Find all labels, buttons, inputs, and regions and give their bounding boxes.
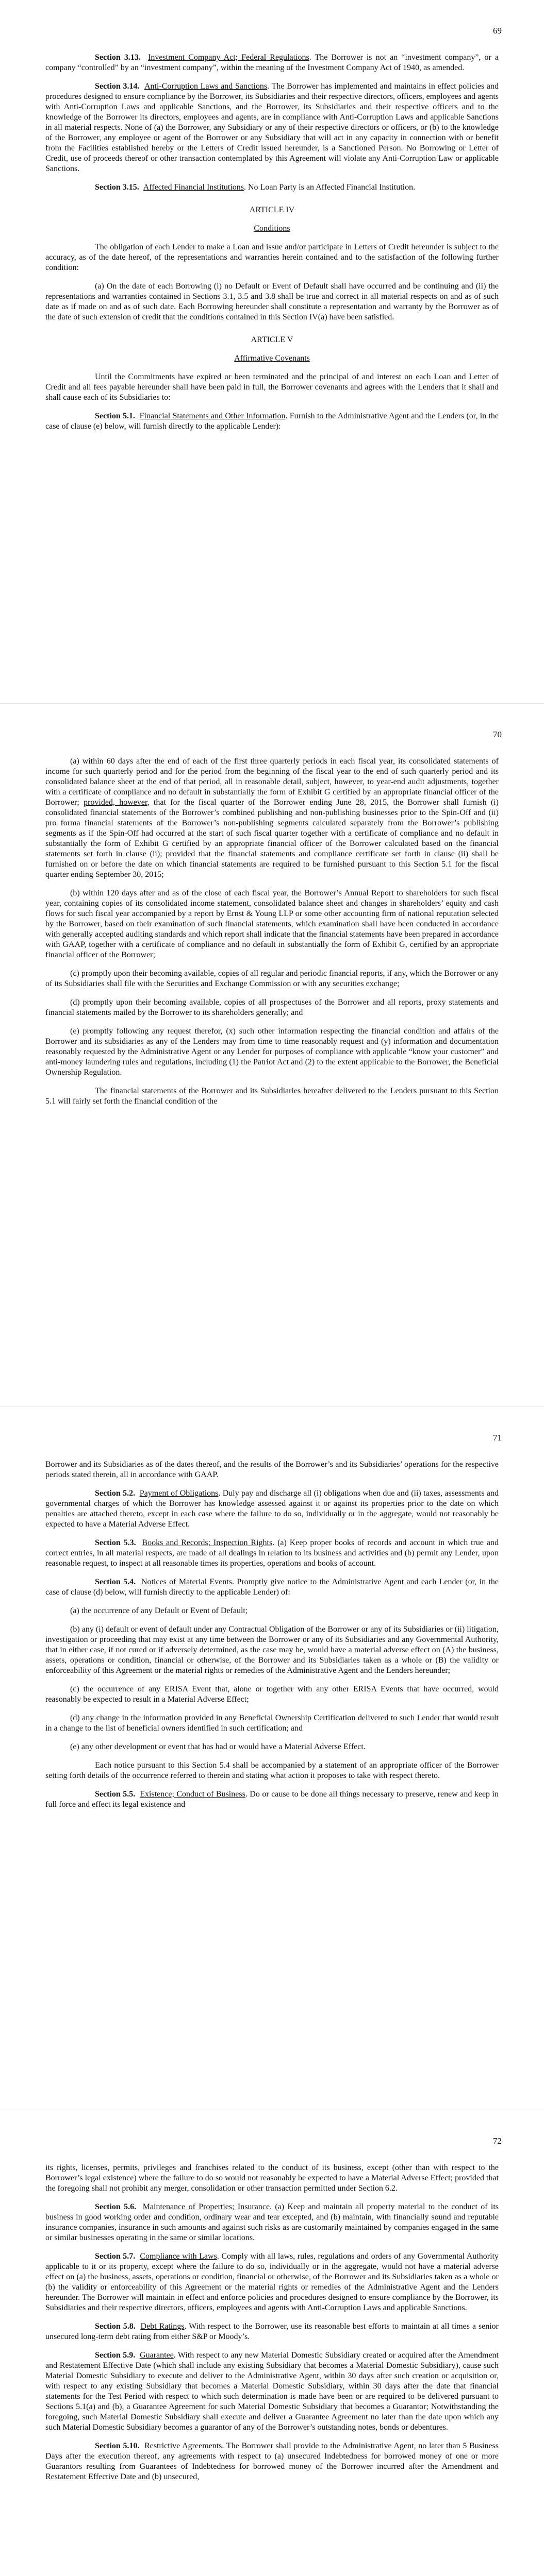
section-5-5 xyxy=(45,1789,499,1810)
condition-a: (a) On the date of each Borrowing (i) no Default or Event of Default shall have occurred and be continuing and (ii) the representations and warranties contained in Sections 3.1, 3.5 and 3.8 shall be true and correct in all material respects on and as of such date as if made on and as of such date. Each Borrowing hereunder shall constitute a representation and warranty by the Borrower as of the date of such extension of credit that the conditions contained in this Section IV(a) have been satisfied. xyxy=(45,282,499,321)
page-number: 70 xyxy=(493,730,502,739)
section-title: Payment of Obligations xyxy=(139,1489,219,1498)
section-title: Maintenance of Properties; Insurance xyxy=(142,2202,270,2211)
section-heading: Section 3.13. xyxy=(95,53,141,62)
closing-paragraph: The financial statements of the Borrower and its Subsidiaries hereafter delivered to the Lenders pursuant to this Section 5.1 will fairly set forth the financial condition of the xyxy=(45,1087,499,1106)
section-body: . The Borrower is not an “investment company”, or a company “controlled” by an “investment company”, within the meaning of the Investment Company Act of 1940, as amended. xyxy=(45,53,499,72)
conditions-intro: The obligation of each Lender to make a Loan and issue and/or participate in Letters of Credit hereunder is subject to the accuracy, as of the date hereof, of the representations and warranties herein contained and to the satisfaction of the following further condition: xyxy=(45,243,499,272)
clause-a: (a) within 60 days after the end of each of the first three quarterly periods in each fiscal year, its consolidated statements of income for such quarterly period and for the period from the beginning of the fiscal year to the end of such quarterly period and its consolidated balance sheet at the end of that period, all in reasonable detail, subject, however, to year-end audit adjustments, together with a certificate of compliance and no default in substantially the form of Exhibit G certified by an appropriate financial officer of the Borrower; provided, however, that for the fiscal quarter of the Borrower ending June 28, 2015, the Borrower shall furnish (i) consolidated financial statements of the Borrower’s combined publishing and non-publishing businesses prior to the Spin-Off and (ii) pro forma financial statements of the Borrower’s non-publishing segments calculated separately from the Borrower’s publishing segments as if the Spin-Off had occurred at the start of such fiscal quarter together with a certificate of compliance and no default in substantially the form of Exhibit G certified by an appropriate financial officer of the Borrower calculated based on the financial statements set forth in clause (ii); provided that the financial statements and compliance certificate set forth in clause (ii) shall be furnished on or before the date on which financial statements are required to be furnished pursuant to this Section 5.1 for the fiscal quarter ending September 30, 2015; xyxy=(45,757,499,879)
section-body: . Do or cause to be done all things necessary to preserve, renew and keep in full force and effect its legal existence and xyxy=(45,1790,499,1809)
section-title: Restrictive Agreements xyxy=(144,2442,222,2450)
covenants-intro: Until the Commitments have expired or been terminated and the principal of and interest on each Loan and Letter of Credit and all fees payable hereunder shall have been paid in full, the Borrower covenants and agrees with the Lenders that it shall and shall cause each of its Subsidiaries to: xyxy=(45,372,499,402)
page-number: 71 xyxy=(493,1433,502,1443)
section-body: . With respect to any new Material Domestic Subsidiary created or acquired after the Amendment and Restatement Effective Date (which shall include any existing Subsidiary that becomes a Material Domestic Subsidiary), cause such Material Domestic Subsidiary to execute and deliver to the Administrative Agent, within 30 days after such creation or acquisition or, with respect to any existing Subsidiary that becomes a Material Domestic Subsidiary, within 30 days after the date that financial statements for the Test Period with respect to which such determination is made have been or are required to be delivered pursuant to Sections 5.1(a) and (b), a Guarantee Agreement for such Material Domestic Subsidiary that becomes a Guarantor; Notwithstanding the foregoing, such Material Domestic Subsidiary shall execute and deliver a Guarantee Agreement no later than the date upon which any such Material Domestic Subsidiary becomes a guarantor of any of the Borrower’s outstanding notes, bonds or debentures. xyxy=(45,2351,499,2432)
section-title: Debt Ratings xyxy=(140,2322,185,2331)
section-heading: Section 5.4. xyxy=(95,1578,136,1586)
page-content xyxy=(45,1460,499,1818)
section-body: . The Borrower shall provide to the Administrative Agent, no later than 5 Business Days after the execution thereof, any agreements with respect to (a) unsecured Indebtedness for borrowed money of one or more Guarantors resulting from Guarantees of Indebtedness for borrowed money of the Borrower incurred after the Amendment and Restatement Effective Date and (b) unsecured, xyxy=(45,2442,499,2481)
article-title: Conditions xyxy=(254,224,290,233)
clause-a: (a) the occurrence of any Default or Event of Default; xyxy=(70,1606,248,1615)
article-title: Affirmative Covenants xyxy=(234,354,310,363)
section-body: . Comply with all laws, rules, regulations and orders of any Governmental Authority applicable to it or its property, except where the failure to do so, individually or in the aggregate, would not have a material adverse effect on (a) the business, assets, operations or condition, financial or otherwise, of the Borrower and its Subsidiaries taken as a whole or (b) the validity or enforceability of this Agreement or the material rights or remedies of the Administrative Agent and the Lenders hereunder. The Borrower will maintain in effect and enforce policies and procedures designed to ensure compliance by the Borrower, its Subsidiaries and their respective directors, officers, employees and agents with Anti-Corruption Laws and applicable Sanctions. xyxy=(45,2252,499,2312)
clause-c: (c) promptly upon their becoming available, copies of all regular and periodic financial reports, if any, which the Borrower or any of its Subsidiaries shall file with the Securities and Exchange Commission or with any securities exchange; xyxy=(45,969,499,988)
continued-paragraph: its rights, licenses, permits, privileges and franchises related to the conduct of its business, except (other than with respect to the Borrower’s legal existence) where the failure to do so would not reasonably be expected to have a Material Adverse Effect; provided that the foregoing shall not prohibit any merger, consolidation or other transaction permitted under Section 6.2. xyxy=(45,2163,499,2193)
section-title: Investment Company Act; Federal Regulations xyxy=(148,53,309,62)
section-heading: Section 5.10. xyxy=(95,2442,140,2450)
page-number: 69 xyxy=(493,26,502,36)
section-5-10 xyxy=(45,2441,499,2482)
page-content xyxy=(45,756,499,1115)
page-70 xyxy=(0,703,544,1407)
section-5-8 xyxy=(45,2321,499,2342)
article-heading: ARTICLE V xyxy=(251,335,293,344)
section-3-15 xyxy=(45,182,499,193)
page-72 xyxy=(0,2110,544,2576)
section-heading: Section 3.15. xyxy=(95,183,139,192)
section-heading: Section 5.1. xyxy=(95,412,136,420)
clause-b: (b) any (i) default or event of default under any Contractual Obligation of the Borrower or any of its Subsidiaries or (ii) litigation, investigation or proceeding that may exist at any time between the Borrower or any of its Subsidiaries and any Governmental Authority, that in either case, if not cured or if adversely determined, as the case may be, would have a material adverse effect on (A) the business, assets, operations or condition, financial or otherwise, of the Borrower and its Subsidiaries taken as a whole or (B) the validity or enforceability of this Agreement or the material rights or remedies of the Administrative Agent and the Lenders hereunder; xyxy=(45,1625,499,1675)
page-71 xyxy=(0,1406,544,2110)
clause-e: (e) promptly following any request therefor, (x) such other information respecting the financial condition and affairs of the Borrower and its subsidiaries as any of the Lenders may from time to time reasonably request and (y) information and documentation reasonably requested by the Administrative Agent or any Lender for purposes of compliance with applicable “know your customer” and anti-money laundering rules and regulations, including (1) the Patriot Act and (2) to the extent applicable to the Borrower, the Beneficial Ownership Regulation. xyxy=(45,1027,499,1077)
section-5-6 xyxy=(45,2202,499,2243)
section-5-3 xyxy=(45,1538,499,1569)
page-69 xyxy=(0,0,544,703)
section-3-14 xyxy=(45,81,499,174)
section-title: Notices of Material Events xyxy=(141,1578,232,1586)
article-heading: ARTICLE IV xyxy=(249,206,295,214)
section-body: . (a) Keep and maintain all property material to the conduct of its business in good working order and condition, ordinary wear and tear excepted, and (b) maintain, with financially sound and reputable insurance companies, insurance in such amounts and against such risks as are customarily maintained by companies engaged in the same or similar businesses operating in the same or similar locations. xyxy=(45,2202,499,2242)
section-5-9 xyxy=(45,2350,499,2433)
section-heading: Section 5.9. xyxy=(95,2351,136,2360)
notice-paragraph: Each notice pursuant to this Section 5.4 shall be accompanied by a statement of an appropriate officer of the Borrower setting forth details of the occurrence referred to therein and stating what action it proposes to take with respect thereto. xyxy=(45,1761,499,1780)
section-heading: Section 5.8. xyxy=(95,2322,136,2331)
section-title: Existence; Conduct of Business xyxy=(140,1790,245,1799)
clause-d: (d) any change in the information provided in any Beneficial Ownership Certification delivered to such Lender that would result in a change to the list of beneficial owners identified in such certification; and xyxy=(45,1714,499,1733)
page-content xyxy=(45,53,499,440)
section-heading: Section 3.14. xyxy=(95,82,140,91)
section-heading: Section 5.7. xyxy=(95,2252,136,2261)
continued-paragraph: Borrower and its Subsidiaries as of the dates thereof, and the results of the Borrower’s and its Subsidiaries’ operations for the respective periods stated therein, all in accordance with GAAP. xyxy=(45,1460,499,1479)
section-title: Guarantee xyxy=(140,2351,174,2360)
section-body: . No Loan Party is an Affected Financial Institution. xyxy=(244,183,416,192)
page-number: 72 xyxy=(493,2136,502,2146)
section-heading: Section 5.5. xyxy=(95,1790,136,1799)
clause-b: (b) within 120 days after and as of the close of each fiscal year, the Borrower’s Annual Report to shareholders for such fiscal year, containing copies of its consolidated income statement, consolidated balance sheet and changes in shareholders’ equity and cash flows for such fiscal year accompanied by a report by Ernst & Young LLP or some other accounting firm of national reputation selected by the Borrower, based on their examination of such financial statements, which examination shall have been conducted in accordance with generally accepted auditing standards and which report shall indicate that the financial statements have been prepared in accordance with GAAP, together with a certificate of compliance and no default in substantially the form of Exhibit G, certified by an appropriate financial officer of the Borrower; xyxy=(45,889,499,959)
section-heading: Section 5.3. xyxy=(95,1538,136,1547)
section-5-4 xyxy=(45,1577,499,1598)
section-body: . The Borrower has implemented and maintains in effect policies and procedures designed to ensure compliance by the Borrower, its Subsidiaries and their respective directors, officers, employees and agents with Anti-Corruption Laws and applicable Sanctions, and the Borrower, its Subsidiaries and their respective officers and to the knowledge of the Borrower its directors, employees and agents, are in compliance with Anti-Corruption Laws and applicable Sanctions in all material respects. None of (a) the Borrower, any Subsidiary or any of their respective directors or officers, or (b) to the knowledge of the Borrower, any employee or agent of the Borrower or any Subsidiary that will act in any capacity in connection with or benefit from the Facilities established hereby or the Letters of Credit issued hereunder, is a Sanctioned Person. No Borrowing or Letter of Credit, use of proceeds thereof or other transaction contemplated by this Agreement will violate any Anti-Corruption Law or applicable Sanctions. xyxy=(45,82,499,173)
section-title: Financial Statements and Other Information xyxy=(139,412,286,420)
section-5-2 xyxy=(45,1488,499,1530)
section-title: Compliance with Laws xyxy=(140,2252,217,2261)
section-body: . With respect to the Borrower, use its reasonable best efforts to maintain at all times a senior unsecured long-term debt rating from either S&P or Moody’s. xyxy=(45,2322,499,2341)
section-5-7 xyxy=(45,2251,499,2313)
section-heading: Section 5.2. xyxy=(95,1489,136,1498)
clause-c: (c) the occurrence of any ERISA Event that, alone or together with any other ERISA Events that have occurred, would reasonably be expected to result in a Material Adverse Effect; xyxy=(45,1685,499,1704)
clause-e: (e) any other development or event that has had or would have a Material Adverse Effect. xyxy=(70,1742,366,1751)
section-title: Anti-Corruption Laws and Sanctions xyxy=(144,82,268,91)
section-body: . (a) Keep proper books of records and account in which true and correct entries, in all material respects, are made of all dealings in relation to its business and activities and (b) permit any Lender, upon reasonable request, to inspect at all reasonable times its properties, operations and books of account. xyxy=(45,1538,499,1568)
section-body: . Promptly give notice to the Administrative Agent and each Lender (or, in the case of clause (d) below, will furnish directly to the applicable Lender) of: xyxy=(45,1578,499,1597)
section-5-1 xyxy=(45,411,499,432)
page-content xyxy=(45,2163,499,2490)
section-title: Affected Financial Institutions xyxy=(143,183,244,192)
section-3-13 xyxy=(45,53,499,73)
section-heading: Section 5.6. xyxy=(95,2202,137,2211)
section-body: . Duly pay and discharge all (i) obligations when due and (ii) taxes, assessments and governmental charges of which the Borrower has knowledge assessed against it or against its properties prior to the date on which penalties are attached thereto, except in each case where the failure to do so, individually or in the aggregate, would not reasonably be expected to have a Material Adverse Effect. xyxy=(45,1489,499,1529)
section-body: . Furnish to the Administrative Agent and the Lenders (or, in the case of clause (e) below, will furnish directly to the applicable Lender): xyxy=(45,412,499,431)
section-title: Books and Records; Inspection Rights xyxy=(142,1538,273,1547)
clause-d: (d) promptly upon their becoming available, copies of all prospectuses of the Borrower and all reports, proxy statements and financial statements mailed by the Borrower to its shareholders generally; and xyxy=(45,998,499,1017)
